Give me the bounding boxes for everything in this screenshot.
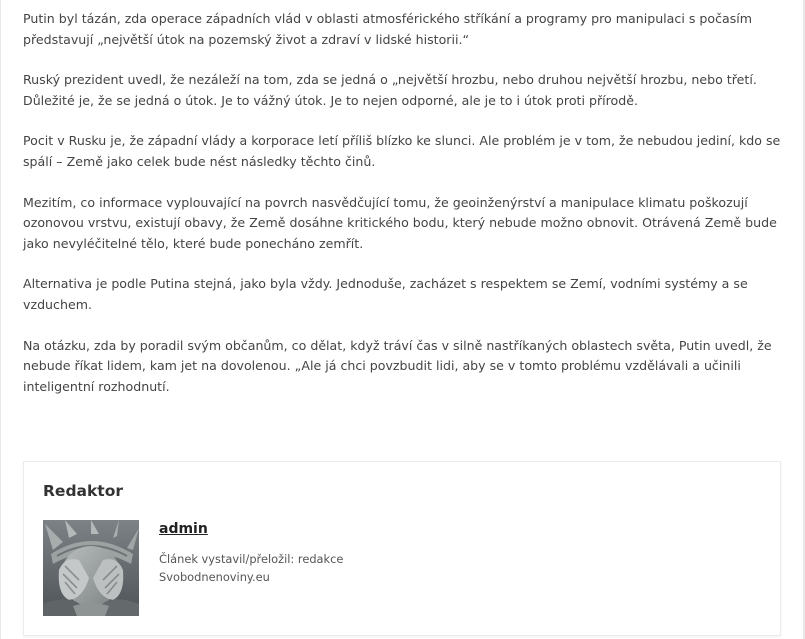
author-bio-line-1: Článek vystavil/přeložil: redakce	[159, 552, 344, 566]
article-paragraph-1: Putin byl tázán, zda operace západních vlád v oblasti atmosférického stříkání a programy pro manipulaci s počasím představují „největší útok na pozemský život a zdraví v lidské historii.“	[23, 11, 753, 47]
author-avatar[interactable]	[43, 520, 139, 616]
article-paragraph-6: Na otázku, zda by poradil svým občanům, co dělat, když tráví čas v silně nastříkaných oblastech světa, Putin uvedl, že nebude říkat lidem, kam jet na dovolenou. „Ale já chci povzbudit lidi, aby se v tomto problému vzdělávali a učinili inteligentní rozhodnutí.	[23, 337, 772, 394]
page-left-border	[0, 0, 1, 639]
article-paragraph-5: Alternativa je podle Putina stejná, jako byla vždy. Jednoduše, zacházet s respektem se Zemí, vodními systémy a se vzduchem.	[23, 276, 748, 312]
author-bio-line-2: Svobodnenoviny.eu	[159, 570, 270, 584]
statue-of-liberty-facepalm-image	[43, 520, 139, 616]
article-paragraph-4: Mezitím, co informace vyplouvající na povrch nasvědčující tomu, že geoinženýrství a manipulace klimatu poškozují ozonovou vrstvu, existují obavy, že Země dosáhne kritického bodu, který nebude možno obnovit. Otrávená Země bude jako nevyléčitelné tělo, které bude ponecháno zemřít.	[23, 194, 777, 251]
author-bio	[159, 550, 343, 586]
author-box	[23, 461, 781, 636]
author-box-heading: Redaktor	[43, 482, 124, 500]
article-paragraph-3: Pocit v Rusku je, že západní vlády a korporace letí příliš blízko ke slunci. Ale problém je v tom, že nebudou jediní, kdo se spálí – Země jako celek bude nést následky těchto činů.	[23, 133, 781, 169]
article-body	[23, 9, 788, 417]
article-paragraph-2: Ruský prezident uvedl, že nezáleží na tom, zda se jedná o „největší hrozbu, nebo druhou největší hrozbu, nebo třetí. Důležité je, že se jedná o útok. Je to vážný útok. Je to nejen odporné, ale je to i útok proti přírodě.	[23, 72, 757, 108]
author-name-link[interactable]: admin	[159, 521, 208, 537]
